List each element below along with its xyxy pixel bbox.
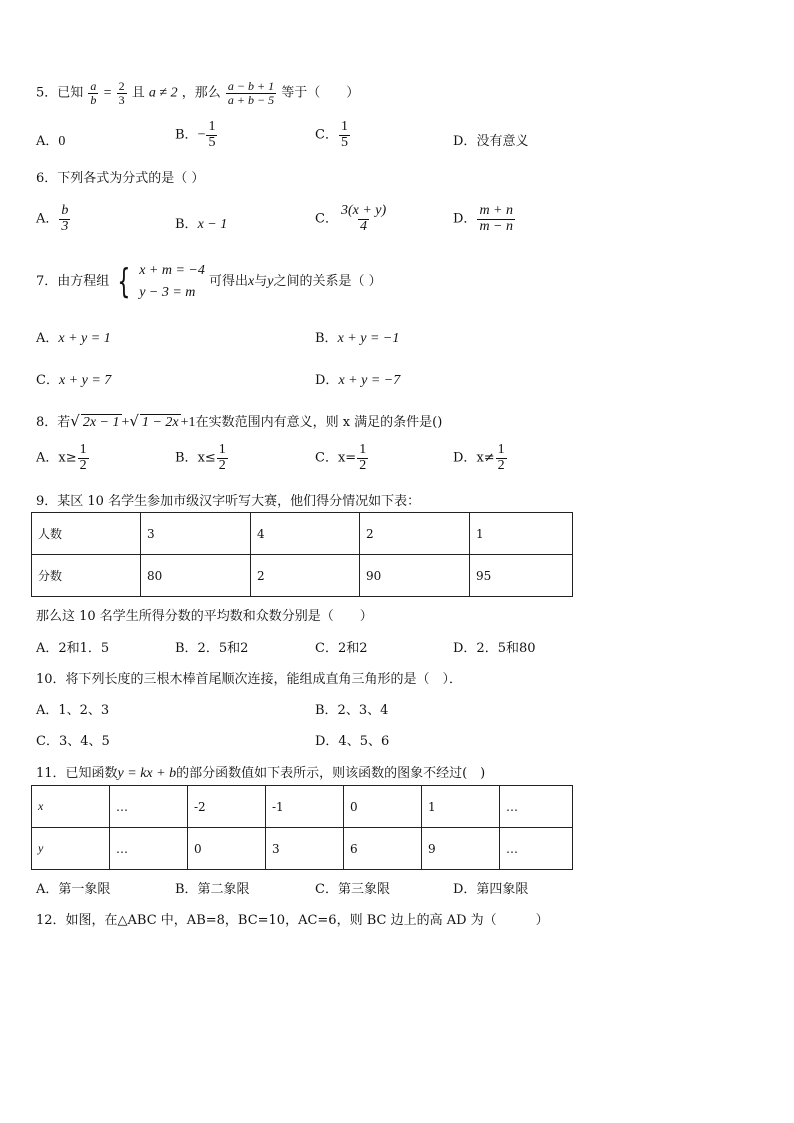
table-row [32, 828, 573, 870]
q10-option-a[interactable]: A．1、2、3 [36, 703, 110, 718]
table-cell: 3 [266, 828, 344, 870]
table-cell: x [32, 786, 110, 828]
q8-plus: + [121, 415, 130, 430]
table-cell: -2 [188, 786, 266, 828]
q11-prefix: 11．已知函数 [36, 766, 118, 781]
q9-followup: 那么这 10 名学生所得分数的平均数和众数分别是（ ） [36, 609, 373, 624]
q5-option-d[interactable]: D．没有意义 [453, 134, 529, 149]
q11-option-d[interactable]: D．第四象限 [453, 882, 529, 897]
question-7-stem [36, 260, 382, 303]
q5-equals: = [103, 85, 112, 101]
question-11-stem [36, 762, 485, 782]
q7-equation-1: x + m = −4 [139, 263, 205, 278]
table-cell: 4 [251, 513, 360, 555]
q5-option-c[interactable]: C． $\frac{1}{5}$ [315, 119, 348, 150]
q7-and: 与 [254, 274, 268, 290]
question-5-stem [36, 80, 359, 106]
q9-option-a[interactable]: A．2和1．5 [36, 641, 110, 656]
q7-suffix: 之间的关系是（ ） [273, 274, 382, 290]
q11-option-a[interactable]: A．第一象限 [36, 882, 111, 897]
q7-option-b[interactable]: B．x + y = −1 [315, 331, 400, 346]
q8-suffix: 在实数范围内有意义，则 x 满足的条件是() [195, 415, 443, 430]
q10-option-d[interactable]: D．4、5、6 [315, 734, 390, 749]
table-cell: 分数 [32, 555, 141, 597]
q11-option-c[interactable]: C．第三象限 [315, 882, 390, 897]
q5-fraction-a-over-b: $\frac{a}{b}$ [90, 79, 97, 107]
q5-and: 且 [131, 85, 145, 101]
q7-option-d[interactable]: D．x + y = −7 [315, 373, 401, 388]
table-cell: 1 [422, 786, 500, 828]
q9-option-b[interactable]: B．2．5和2 [175, 641, 249, 656]
table-cell: 9 [422, 828, 500, 870]
q7-prefix: 7．由方程组 [36, 274, 110, 290]
q5-suffix: 等于（ ） [281, 85, 360, 101]
q8-option-d[interactable]: D．x≠ $\frac{1}{2}$ [453, 442, 505, 473]
q5-prefix: 5．已知 [36, 85, 84, 101]
q6-option-a[interactable]: A． $\frac{b}{3}$ [36, 203, 69, 234]
q6-option-d[interactable]: D． $\frac{m + n}{m - n}$ [453, 203, 513, 234]
table-cell: 0 [344, 786, 422, 828]
table-cell: 2 [360, 513, 470, 555]
table-cell: … [110, 786, 188, 828]
table-cell: 2 [251, 555, 360, 597]
q7-equation-system [139, 260, 205, 303]
table-cell: y [32, 828, 110, 870]
q8-radicand-2: 1 − 2x [141, 415, 179, 430]
q11-value-table [31, 785, 573, 870]
q7-option-c[interactable]: C．x + y = 7 [36, 373, 112, 388]
q9-score-table [31, 512, 573, 597]
q8-plus-one: +1 [180, 415, 196, 430]
q6-option-b[interactable]: B．x − 1 [175, 217, 228, 232]
q10-option-c[interactable]: C．3、4、5 [36, 734, 110, 749]
q5-then: ，那么 [181, 85, 221, 101]
q7-equation-2: y − 3 = m [139, 284, 196, 300]
table-cell: … [500, 828, 573, 870]
q9-option-c[interactable]: C．2和2 [315, 641, 368, 656]
table-row [32, 555, 573, 597]
q5-option-b[interactable]: B．− $\frac{1}{5}$ [175, 119, 216, 150]
sqrt-icon: √ [70, 412, 80, 430]
table-cell: 人数 [32, 513, 141, 555]
table-row [32, 786, 573, 828]
q8-option-c[interactable]: C．x= $\frac{1}{2}$ [315, 442, 367, 473]
q7-var-x: x [248, 274, 255, 290]
table-cell: 1 [470, 513, 573, 555]
q5-expression-fraction: $\frac{a - b + 1}{a + b - 5}$ [227, 79, 275, 107]
table-cell: -1 [266, 786, 344, 828]
q8-option-b[interactable]: B．x≤ $\frac{1}{2}$ [175, 442, 226, 473]
table-cell: 95 [470, 555, 573, 597]
question-10-stem: 10．将下列长度的三根木棒首尾顺次连接，能组成直角三角形的是（ ）． [36, 672, 463, 687]
q9-option-d[interactable]: D．2．5和80 [453, 641, 536, 656]
q7-var-y: y [267, 274, 274, 290]
table-cell: … [110, 828, 188, 870]
q5-condition: a ≠ 2 [148, 85, 178, 101]
table-cell: … [500, 786, 573, 828]
table-cell: 6 [344, 828, 422, 870]
q10-option-b[interactable]: B．2、3、4 [315, 703, 389, 718]
table-cell: 90 [360, 555, 470, 597]
q6-option-c[interactable]: C． $\frac{3(x + y)}{4}$ [315, 203, 387, 234]
question-9-stem: 9．某区 10 名学生参加市级汉字听写大赛，他们得分情况如下表： [36, 494, 421, 509]
question-12-stem: 12．如图，在△ABC 中，AB=8，BC=10，AC=6，则 BC 边上的高 AD 为（ ） [36, 913, 549, 928]
question-8-stem [36, 411, 442, 431]
left-brace-icon: { [117, 261, 131, 302]
q5-option-a[interactable]: A．0 [36, 134, 66, 149]
q8-option-a[interactable]: A．x≥ $\frac{1}{2}$ [36, 442, 87, 473]
sqrt-icon: √ [129, 412, 139, 430]
table-cell: 0 [188, 828, 266, 870]
table-cell: 3 [141, 513, 251, 555]
q11-function: y = kx + b [117, 766, 177, 781]
question-6-stem: 6．下列各式为分式的是（ ） [36, 171, 205, 186]
q5-fraction-two-thirds: $\frac{2}{3}$ [118, 79, 125, 107]
q11-option-b[interactable]: B．第二象限 [175, 882, 250, 897]
table-row [32, 513, 573, 555]
table-cell: 80 [141, 555, 251, 597]
q8-prefix: 8．若 [36, 415, 71, 430]
q7-mid: 可得出 [209, 274, 249, 290]
q11-suffix: 的部分函数值如下表所示，则该函数的图象不经过( ) [176, 766, 486, 781]
q8-radicand-1: 2x − 1 [82, 415, 120, 430]
q7-option-a[interactable]: A．x + y = 1 [36, 331, 111, 346]
